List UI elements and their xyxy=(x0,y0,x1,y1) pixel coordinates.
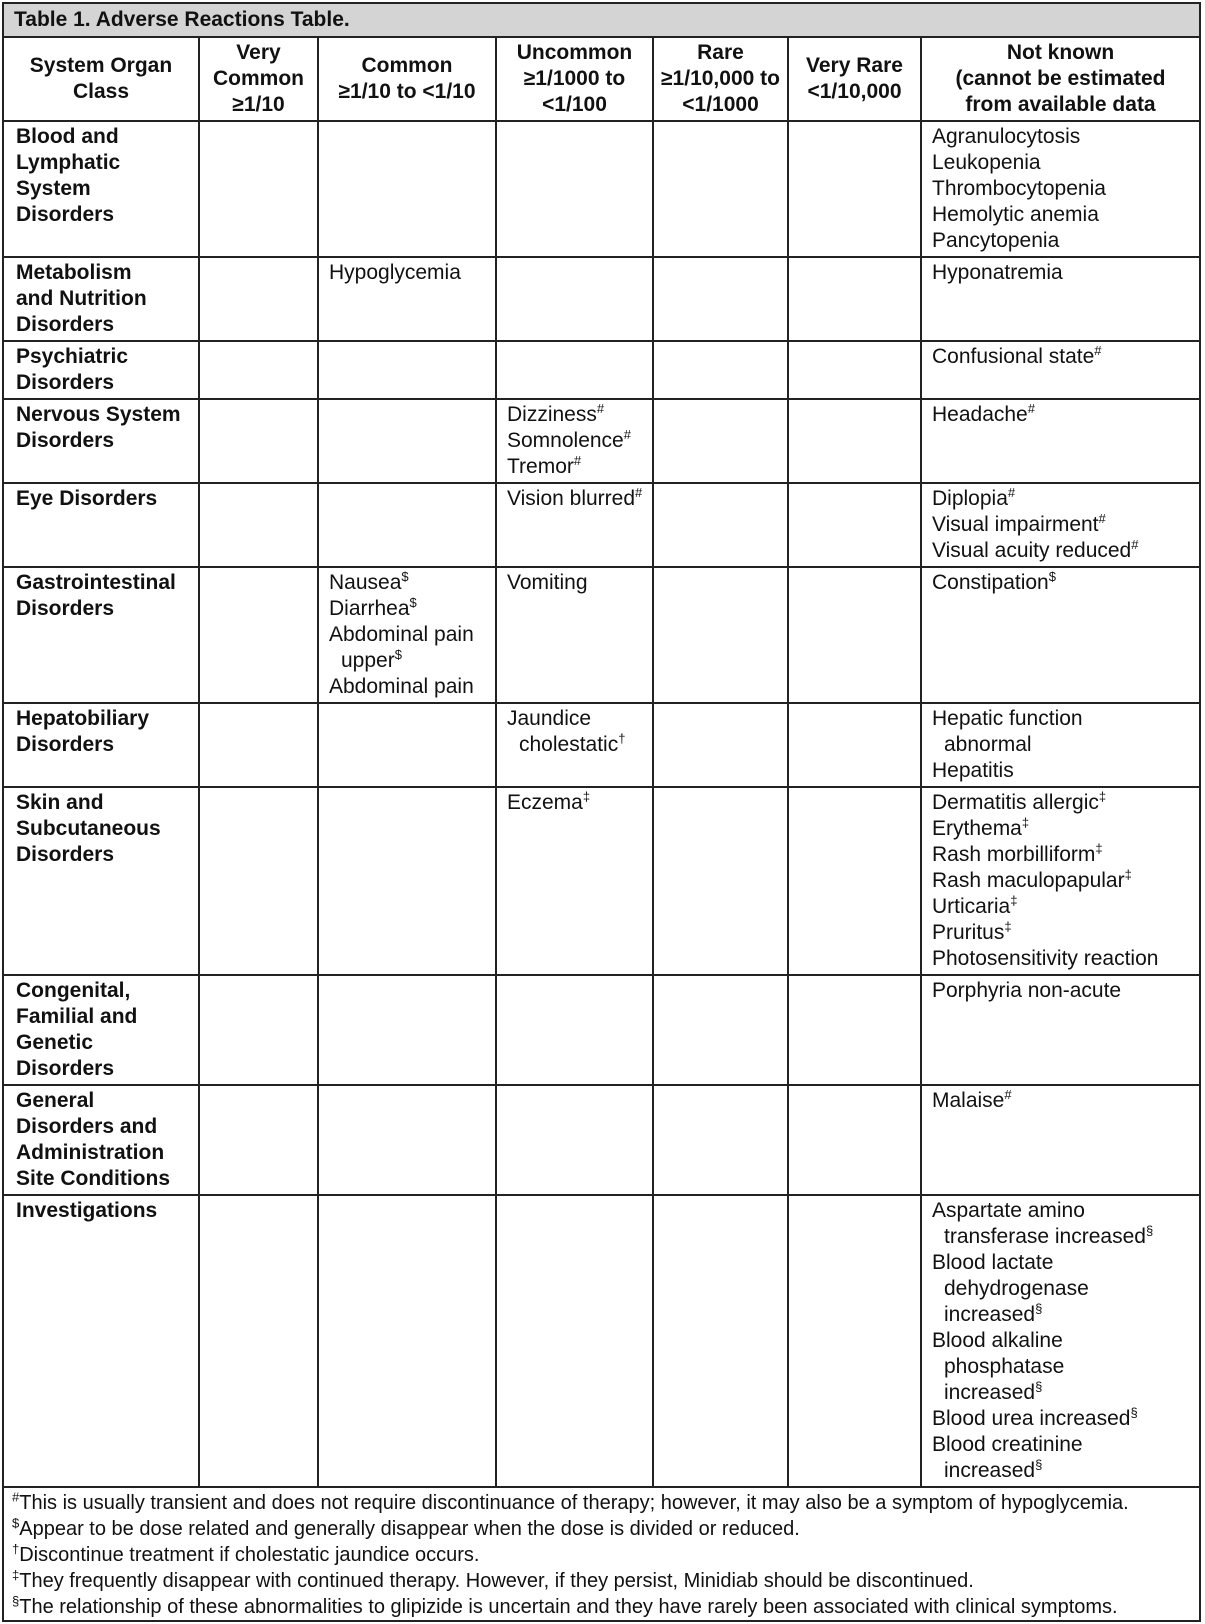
cell-line: Blood alkaline xyxy=(932,1329,1063,1352)
footnote-marker: ‡ xyxy=(1124,867,1132,882)
cell-line: Photosensitivity reaction xyxy=(932,947,1159,970)
not-known-cell xyxy=(921,787,1199,975)
footnote-marker: ‡ xyxy=(1098,789,1107,804)
rare-cell xyxy=(653,121,788,257)
uncommon-cell xyxy=(496,483,653,567)
footnote-marker: ‡ xyxy=(1021,815,1030,830)
cell-line: Eye Disorders xyxy=(16,487,158,510)
header-row xyxy=(4,38,1199,121)
cell-line: Hepatic function xyxy=(932,707,1083,730)
table-row-psychiatric xyxy=(4,341,1199,399)
cell-line: Blood and xyxy=(16,125,119,148)
common-cell xyxy=(318,567,496,703)
not-known-cell xyxy=(921,975,1199,1085)
footnote-marker: § xyxy=(1130,1405,1138,1420)
cell-line: System Organ xyxy=(29,54,173,77)
very-rare-cell xyxy=(788,341,921,399)
cell-line: Dermatitis allergic‡ xyxy=(932,789,1107,814)
very-common-cell xyxy=(199,483,318,567)
cell-line: Porphyria non-acute xyxy=(932,979,1122,1002)
cell-line: Diarrhea$ xyxy=(329,595,417,620)
table-title: Table 1. Adverse Reactions Table. xyxy=(4,4,1199,38)
rare-cell xyxy=(653,1085,788,1195)
common-cell xyxy=(318,399,496,483)
cell-line: Familial and xyxy=(16,1005,138,1028)
cell-line: increased§ xyxy=(944,1457,1043,1482)
footnote-marker: § xyxy=(12,1593,20,1609)
footnote-marker: # xyxy=(1004,1087,1012,1102)
footnote-marker: † xyxy=(618,731,626,746)
not-known-cell xyxy=(921,121,1199,257)
cell-line: Jaundice xyxy=(507,707,592,730)
soc-cell xyxy=(4,1085,199,1195)
cell-line: Abdominal pain xyxy=(329,675,474,698)
footnote-marker: ‡ xyxy=(582,789,591,804)
not-known-cell xyxy=(921,567,1199,703)
header-not-known xyxy=(921,38,1199,121)
cell-line: increased§ xyxy=(944,1379,1043,1404)
cell-line: Visual impairment# xyxy=(932,511,1106,536)
cell-line: Rash maculopapular‡ xyxy=(932,867,1132,892)
table-row-skin xyxy=(4,787,1199,975)
cell-line: Disorders xyxy=(16,843,115,866)
cell-line: Hepatitis xyxy=(932,759,1014,782)
soc-cell xyxy=(4,703,199,787)
cell-line: General xyxy=(16,1089,95,1112)
cell-line: from available data xyxy=(965,93,1156,116)
cell-line: Common xyxy=(213,67,304,90)
very-rare-cell xyxy=(788,975,921,1085)
footnote-marker: $ xyxy=(1048,569,1056,584)
rare-cell xyxy=(653,1195,788,1487)
very-common-cell xyxy=(199,121,318,257)
cell-line: Pancytopenia xyxy=(932,229,1060,252)
cell-line: Disorders xyxy=(16,733,115,756)
cell-line: ≥1/1000 to xyxy=(523,67,626,90)
cell-line: Disorders xyxy=(16,371,115,394)
soc-cell xyxy=(4,483,199,567)
cell-line: Headache# xyxy=(932,401,1035,426)
cell-line: Hepatobiliary xyxy=(16,707,150,730)
footnote-marker: § xyxy=(1035,1379,1043,1394)
soc-cell xyxy=(4,399,199,483)
common-cell xyxy=(318,121,496,257)
uncommon-cell xyxy=(496,703,653,787)
very-common-cell xyxy=(199,1195,318,1487)
not-known-cell xyxy=(921,703,1199,787)
soc-cell xyxy=(4,787,199,975)
common-cell xyxy=(318,975,496,1085)
cell-line: Agranulocytosis xyxy=(932,125,1081,148)
cell-line: Rare xyxy=(697,41,744,64)
very-common-cell xyxy=(199,703,318,787)
header-common xyxy=(318,38,496,121)
cell-line: dehydrogenase xyxy=(944,1277,1089,1300)
cell-line: Uncommon xyxy=(516,41,633,64)
cell-line: Thrombocytopenia xyxy=(932,177,1106,200)
cell-line: Very Rare xyxy=(806,54,903,77)
cell-line: <1/100 xyxy=(542,93,607,116)
footnote-marker: § xyxy=(1035,1301,1043,1316)
table-row-metabolism xyxy=(4,257,1199,341)
table-row-blood xyxy=(4,121,1199,257)
cell-line: Class xyxy=(72,80,130,103)
header-very-common xyxy=(199,38,318,121)
soc-cell xyxy=(4,257,199,341)
rare-cell xyxy=(653,341,788,399)
cell-line: Skin and xyxy=(16,791,104,814)
adverse-reactions-table-container xyxy=(2,2,1201,1622)
soc-cell xyxy=(4,1195,199,1487)
cell-line: Hemolytic anemia xyxy=(932,203,1099,226)
adverse-reactions-table xyxy=(4,38,1199,1488)
cell-line: Urticaria‡ xyxy=(932,893,1018,918)
footnote-marker: † xyxy=(12,1541,20,1557)
cell-line: Hyponatremia xyxy=(932,261,1063,284)
uncommon-cell xyxy=(496,341,653,399)
cell-line: Tremor# xyxy=(507,453,582,478)
cell-line: Diplopia# xyxy=(932,485,1016,510)
cell-line: Gastrointestinal xyxy=(16,571,176,594)
rare-cell xyxy=(653,257,788,341)
footnote-marker: $ xyxy=(394,647,402,662)
footnote-marker: # xyxy=(1131,537,1139,552)
footnote-marker: $ xyxy=(401,569,409,584)
cell-line: Vision blurred# xyxy=(507,485,643,510)
very-rare-cell xyxy=(788,1085,921,1195)
very-common-cell xyxy=(199,787,318,975)
cell-line: <1/1000 xyxy=(682,93,759,116)
cell-line: Rash morbilliform‡ xyxy=(932,841,1103,866)
cell-line: Somnolence# xyxy=(507,427,631,452)
uncommon-cell xyxy=(496,121,653,257)
header-uncommon xyxy=(496,38,653,121)
very-common-cell xyxy=(199,257,318,341)
soc-cell xyxy=(4,341,199,399)
cell-line: ≥1/10,000 to xyxy=(661,67,780,90)
cell-line: Very xyxy=(236,41,281,64)
cell-line: Visual acuity reduced# xyxy=(932,537,1139,562)
table-row-general xyxy=(4,1085,1199,1195)
table-row-hepatobiliary xyxy=(4,703,1199,787)
footnote-marker: # xyxy=(623,427,631,442)
footnote-marker: # xyxy=(1094,343,1102,358)
very-common-cell xyxy=(199,1085,318,1195)
uncommon-cell xyxy=(496,975,653,1085)
common-cell xyxy=(318,703,496,787)
footnote: $Appear to be dose related and generally disappear when the dose is divided or reduced. xyxy=(12,1515,800,1540)
cell-line: Hypoglycemia xyxy=(329,261,461,284)
table-row-nervous xyxy=(4,399,1199,483)
common-cell xyxy=(318,1195,496,1487)
cell-line: Pruritus‡ xyxy=(932,919,1012,944)
footnote-marker: # xyxy=(1027,401,1035,416)
footnote-marker: # xyxy=(573,453,582,468)
footnote-marker: ‡ xyxy=(1004,919,1012,934)
soc-cell xyxy=(4,121,199,257)
cell-line: Blood lactate xyxy=(932,1251,1054,1274)
cell-line: Disorders and xyxy=(16,1115,158,1138)
footnote-marker: ‡ xyxy=(12,1567,20,1583)
cell-line: upper$ xyxy=(341,647,402,672)
very-rare-cell xyxy=(788,787,921,975)
common-cell xyxy=(318,483,496,567)
rare-cell xyxy=(653,483,788,567)
cell-line: Blood urea increased§ xyxy=(932,1405,1138,1430)
footnote: †Discontinue treatment if cholestatic jaundice occurs. xyxy=(12,1541,480,1566)
footnote: #This is usually transient and does not require discontinuance of therapy; however, it may also be a symptom of hypoglycemia. xyxy=(12,1489,1129,1514)
rare-cell xyxy=(653,399,788,483)
uncommon-cell xyxy=(496,1195,653,1487)
cell-line: Subcutaneous xyxy=(16,817,161,840)
footnotes xyxy=(4,1488,1199,1620)
soc-cell xyxy=(4,975,199,1085)
common-cell xyxy=(318,1085,496,1195)
cell-line: Eczema‡ xyxy=(507,789,591,814)
cell-line: Blood creatinine xyxy=(932,1433,1083,1456)
not-known-cell xyxy=(921,399,1199,483)
header-rare xyxy=(653,38,788,121)
cell-line: Leukopenia xyxy=(932,151,1041,174)
rare-cell xyxy=(653,975,788,1085)
cell-line: transferase increased§ xyxy=(944,1223,1154,1248)
very-rare-cell xyxy=(788,703,921,787)
very-rare-cell xyxy=(788,121,921,257)
header-very-rare xyxy=(788,38,921,121)
very-rare-cell xyxy=(788,483,921,567)
uncommon-cell xyxy=(496,257,653,341)
common-cell xyxy=(318,257,496,341)
very-rare-cell xyxy=(788,567,921,703)
cell-line: Abdominal pain xyxy=(329,623,474,646)
rare-cell xyxy=(653,567,788,703)
not-known-cell xyxy=(921,483,1199,567)
cell-line: abnormal xyxy=(944,733,1032,756)
not-known-cell xyxy=(921,341,1199,399)
header-soc xyxy=(4,38,199,121)
footnote-marker: # xyxy=(635,485,643,500)
cell-line: Disorders xyxy=(16,429,115,452)
uncommon-cell xyxy=(496,399,653,483)
cell-line: <1/10,000 xyxy=(807,80,902,103)
very-common-cell xyxy=(199,975,318,1085)
footnote-marker: # xyxy=(1098,511,1106,526)
cell-line: Common xyxy=(361,54,453,77)
cell-line: Psychiatric xyxy=(16,345,129,368)
table-row-gastrointestinal xyxy=(4,567,1199,703)
cell-line: ≥1/10 to <1/10 xyxy=(338,80,476,103)
common-cell xyxy=(318,341,496,399)
very-common-cell xyxy=(199,399,318,483)
not-known-cell xyxy=(921,1195,1199,1487)
uncommon-cell xyxy=(496,567,653,703)
uncommon-cell xyxy=(496,787,653,975)
cell-line: cholestatic† xyxy=(519,731,626,756)
footnote-marker: # xyxy=(596,401,605,416)
rare-cell xyxy=(653,703,788,787)
cell-line: Not known xyxy=(1006,41,1115,64)
cell-line: Constipation$ xyxy=(932,569,1056,594)
cell-line: Aspartate amino xyxy=(932,1199,1085,1222)
cell-line: Investigations xyxy=(16,1199,158,1222)
footnote-marker: ‡ xyxy=(1095,841,1103,856)
cell-line: Disorders xyxy=(16,597,115,620)
cell-line: and Nutrition xyxy=(16,287,147,310)
footnote: ‡They frequently disappear with continued therapy. However, if they persist, Minidiab should be discontinued. xyxy=(12,1567,974,1592)
cell-line: System Disorders xyxy=(16,177,115,226)
cell-line: Dizziness# xyxy=(507,401,605,426)
not-known-cell xyxy=(921,257,1199,341)
very-rare-cell xyxy=(788,257,921,341)
cell-line: Disorders xyxy=(16,313,115,336)
cell-line: Genetic Disorders xyxy=(16,1031,115,1080)
footnote: §The relationship of these abnormalities to glipizide is uncertain and they have rarely been associated with clinical symptoms. xyxy=(12,1593,1118,1618)
table-row-eye xyxy=(4,483,1199,567)
rare-cell xyxy=(653,787,788,975)
table-row-investigations xyxy=(4,1195,1199,1487)
cell-line: Nausea$ xyxy=(329,569,409,594)
cell-line: Lymphatic xyxy=(16,151,121,174)
footnote-marker: # xyxy=(1007,485,1016,500)
common-cell xyxy=(318,787,496,975)
very-common-cell xyxy=(199,567,318,703)
footnote-marker: § xyxy=(1035,1457,1043,1472)
cell-line: Vomiting xyxy=(507,571,588,594)
not-known-cell xyxy=(921,1085,1199,1195)
cell-line: increased§ xyxy=(944,1301,1043,1326)
cell-line: ≥1/10 xyxy=(232,93,285,116)
cell-line: Congenital, xyxy=(16,979,131,1002)
cell-line: Site Conditions xyxy=(16,1167,170,1190)
footnote-marker: $ xyxy=(409,595,417,610)
footnote-marker: § xyxy=(1145,1223,1154,1238)
cell-line: Administration xyxy=(16,1141,165,1164)
cell-line: (cannot be estimated xyxy=(955,67,1166,90)
very-rare-cell xyxy=(788,399,921,483)
cell-line: Malaise# xyxy=(932,1087,1012,1112)
footnote-marker: $ xyxy=(12,1515,20,1531)
very-rare-cell xyxy=(788,1195,921,1487)
uncommon-cell xyxy=(496,1085,653,1195)
cell-line: Confusional state# xyxy=(932,343,1102,368)
footnote-marker: # xyxy=(12,1489,20,1505)
very-common-cell xyxy=(199,341,318,399)
footnote-marker: ‡ xyxy=(1010,893,1018,908)
cell-line: Erythema‡ xyxy=(932,815,1030,840)
cell-line: phosphatase xyxy=(944,1355,1065,1378)
table-row-congenital xyxy=(4,975,1199,1085)
cell-line: Metabolism xyxy=(16,261,132,284)
soc-cell xyxy=(4,567,199,703)
cell-line: Nervous System xyxy=(16,403,181,426)
